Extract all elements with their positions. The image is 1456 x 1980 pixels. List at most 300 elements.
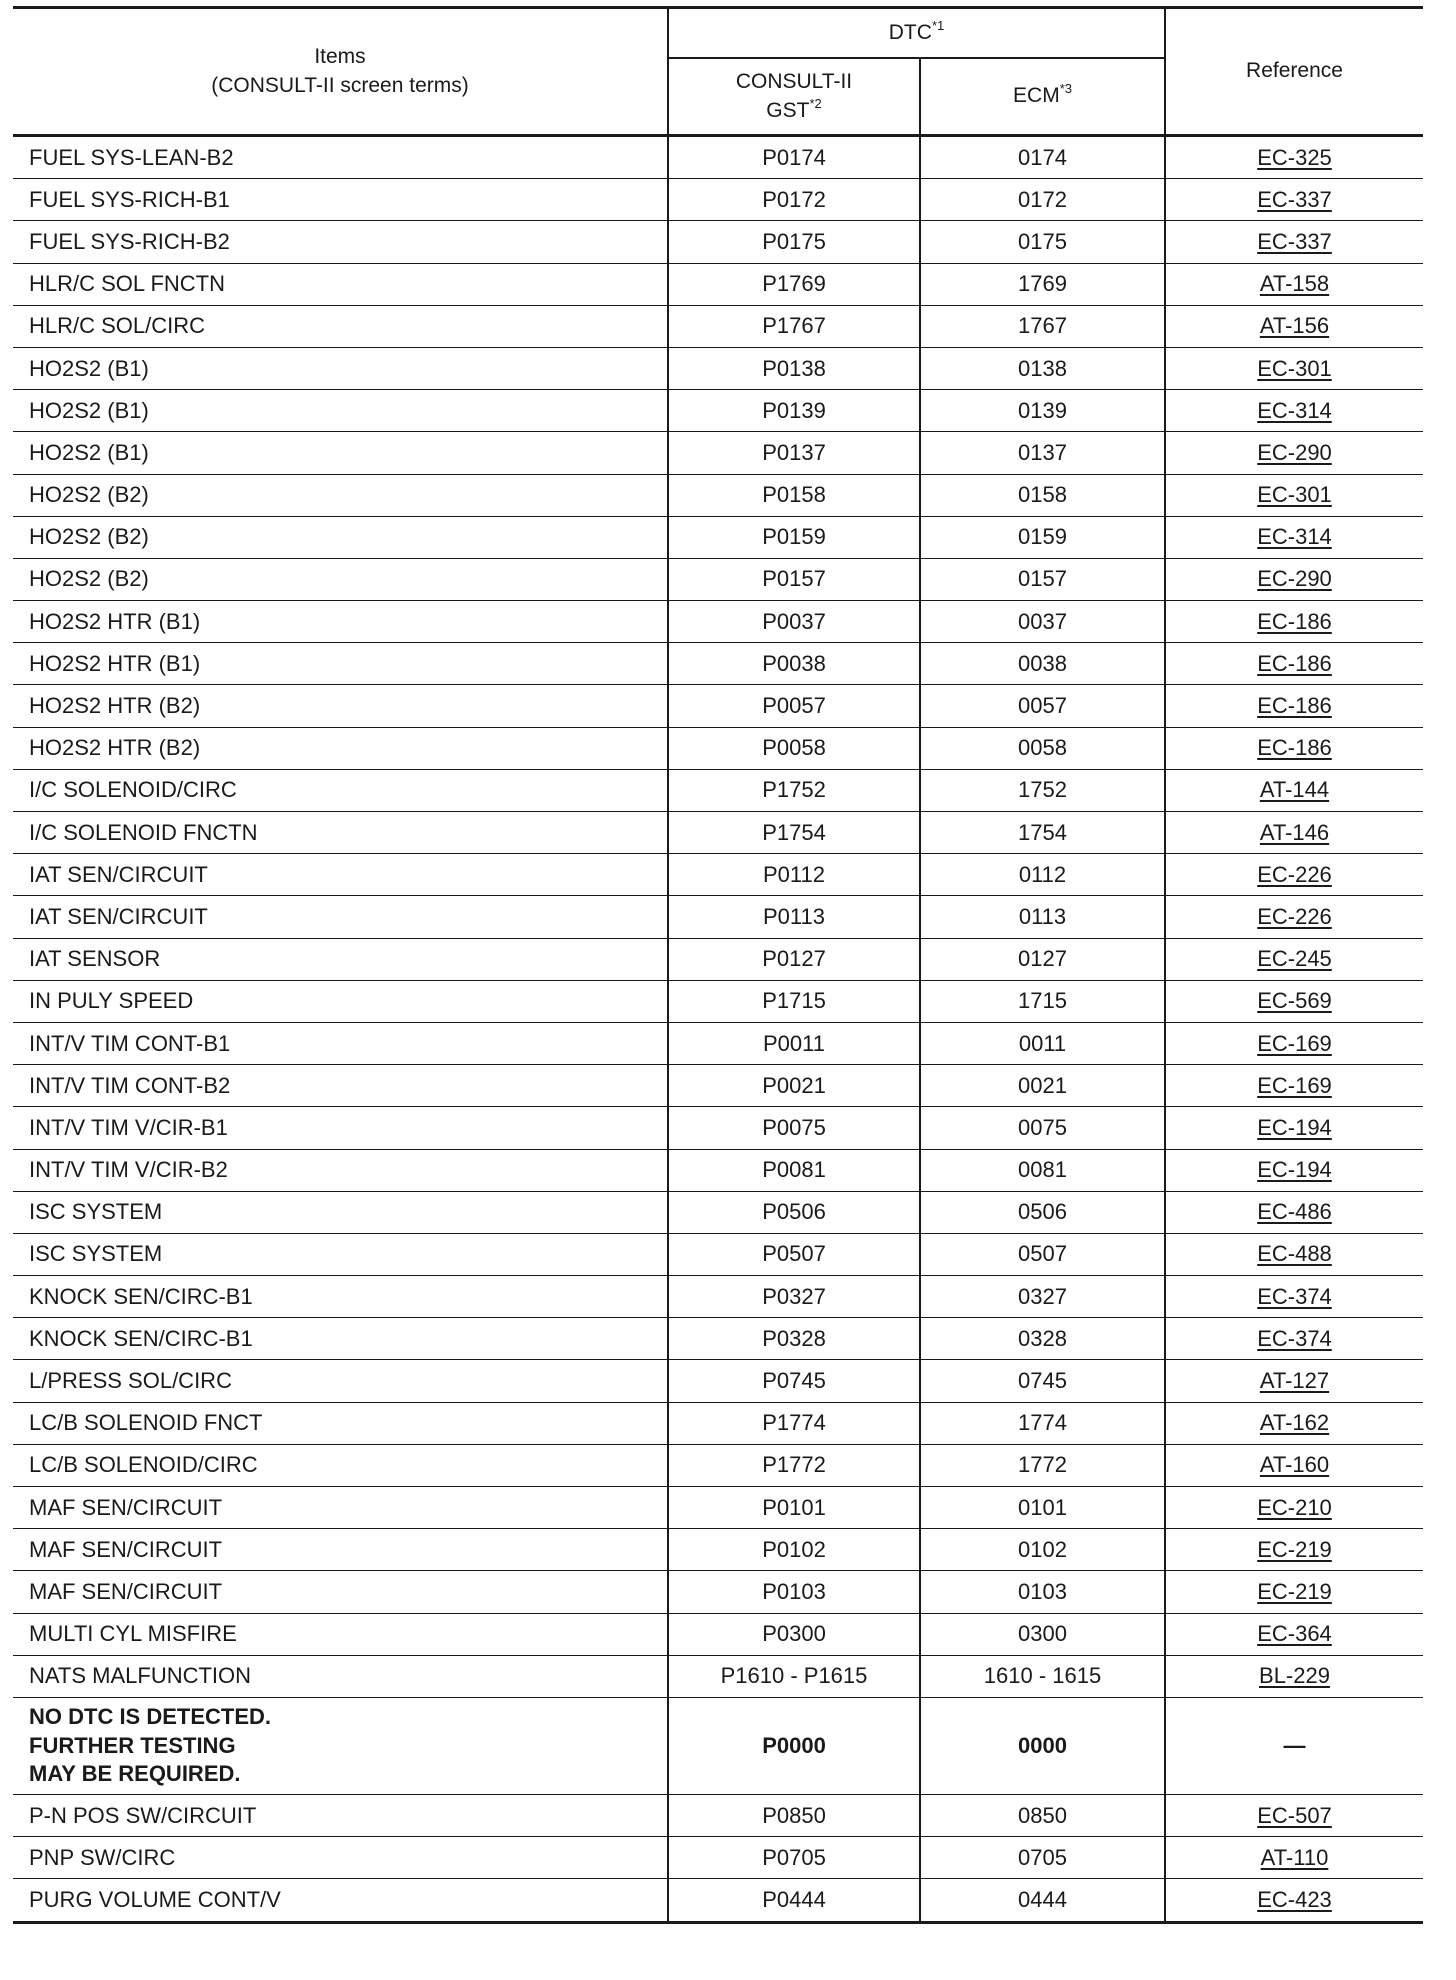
- ecm-code-cell-text: 0158: [1018, 482, 1067, 508]
- reference-link[interactable]: EC-301: [1257, 355, 1332, 381]
- consult-gst-code-cell: [668, 1879, 920, 1922]
- reference-cell[interactable]: [1165, 1837, 1423, 1879]
- consult-gst-code-cell-text: P0037: [762, 608, 826, 634]
- item-cell: [13, 1697, 668, 1794]
- table-row: [13, 1022, 1423, 1064]
- ecm-code-cell-text: 0021: [1018, 1072, 1067, 1098]
- ecm-code-cell: [920, 727, 1165, 769]
- consult-gst-code-cell: [668, 727, 920, 769]
- reference-link[interactable]: EC-290: [1257, 439, 1332, 465]
- reference-cell[interactable]: [1165, 1107, 1423, 1149]
- item-cell-text: I/C SOLENOID/CIRC: [29, 777, 237, 803]
- consult-gst-code-cell: [668, 1402, 920, 1444]
- ecm-code-cell: [920, 980, 1165, 1022]
- table-row: [13, 1613, 1423, 1655]
- reference-cell[interactable]: [1165, 643, 1423, 685]
- consult-header-line1: CONSULT-II: [735, 70, 853, 94]
- item-cell: [13, 1022, 668, 1064]
- ecm-code-cell: [920, 1233, 1165, 1275]
- table-row: [13, 1402, 1423, 1444]
- reference-link[interactable]: EC-226: [1257, 861, 1332, 887]
- item-cell-text: HO2S2 (B2): [29, 482, 149, 508]
- item-cell: [13, 938, 668, 980]
- ecm-code-cell-text: 0172: [1018, 186, 1067, 212]
- item-cell-text: MAF SEN/CIRCUIT: [29, 1578, 223, 1604]
- reference-cell[interactable]: [1165, 896, 1423, 938]
- ecm-code-cell-text: 0506: [1018, 1199, 1067, 1225]
- reference-cell[interactable]: [1165, 1065, 1423, 1107]
- reference-cell[interactable]: [1165, 1613, 1423, 1655]
- ecm-code-cell: [920, 136, 1165, 179]
- reference-cell[interactable]: [1165, 221, 1423, 263]
- reference-cell[interactable]: [1165, 179, 1423, 221]
- item-cell: [13, 854, 668, 896]
- reference-link[interactable]: EC-314: [1257, 524, 1332, 550]
- reference-cell[interactable]: [1165, 1571, 1423, 1613]
- ecm-code-cell: [920, 1613, 1165, 1655]
- item-cell-text: MULTI CYL MISFIRE: [29, 1621, 237, 1647]
- consult-gst-code-cell-text: P1715: [762, 988, 826, 1014]
- table-row: [13, 980, 1423, 1022]
- item-cell: [13, 1402, 668, 1444]
- table-row: [13, 221, 1423, 263]
- reference-link[interactable]: EC-186: [1257, 608, 1332, 634]
- table-row: [13, 685, 1423, 727]
- consult-gst-code-cell-text: P0138: [762, 355, 826, 381]
- item-cell: [13, 1487, 668, 1529]
- reference-cell[interactable]: [1165, 558, 1423, 600]
- reference-link[interactable]: EC-337: [1257, 228, 1332, 254]
- item-cell-text: HO2S2 HTR (B2): [29, 735, 201, 761]
- ecm-code-cell: [920, 1318, 1165, 1360]
- ecm-code-cell-text: 0081: [1018, 1157, 1067, 1183]
- item-cell-text: FUEL SYS-RICH-B2: [29, 228, 230, 254]
- consult-gst-code-cell-text: P1774: [762, 1410, 826, 1436]
- item-cell: [13, 558, 668, 600]
- ecm-code-cell: [920, 1107, 1165, 1149]
- reference-cell[interactable]: [1165, 474, 1423, 516]
- reference-cell[interactable]: [1165, 854, 1423, 896]
- reference-link[interactable]: AT-162: [1259, 1410, 1330, 1436]
- reference-cell[interactable]: [1165, 1233, 1423, 1275]
- reference-cell[interactable]: [1165, 1149, 1423, 1191]
- ecm-code-cell: [920, 685, 1165, 727]
- ecm-code-cell: [920, 1655, 1165, 1697]
- consult-gst-code-cell: [668, 1233, 920, 1275]
- item-cell-text: HO2S2 HTR (B1): [29, 650, 201, 676]
- consult-gst-code-cell-text: P0158: [762, 482, 826, 508]
- reference-link[interactable]: AT-127: [1259, 1368, 1330, 1394]
- item-cell: [13, 221, 668, 263]
- consult-gst-code-cell: [668, 812, 920, 854]
- ecm-code-cell-text: 1715: [1018, 988, 1067, 1014]
- reference-link[interactable]: EC-374: [1257, 1325, 1332, 1351]
- consult-gst-code-cell: [668, 1837, 920, 1879]
- ecm-code-cell: [920, 305, 1165, 347]
- consult-gst-code-cell: [668, 1360, 920, 1402]
- table-row: [13, 1571, 1423, 1613]
- table-row: [13, 1360, 1423, 1402]
- ecm-code-cell: [920, 390, 1165, 432]
- item-cell-text: ISC SYSTEM: [29, 1199, 163, 1225]
- reference-cell[interactable]: [1165, 1360, 1423, 1402]
- item-cell: [13, 305, 668, 347]
- consult-gst-code-cell: [668, 938, 920, 980]
- ecm-code-cell: [920, 1837, 1165, 1879]
- consult-gst-code-cell-text: P1772: [762, 1452, 826, 1478]
- ecm-code-cell: [920, 643, 1165, 685]
- item-cell: [13, 685, 668, 727]
- reference-link[interactable]: EC-325: [1257, 144, 1332, 170]
- consult-gst-code-cell-text: P0327: [762, 1283, 826, 1309]
- ecm-code-cell: [920, 1149, 1165, 1191]
- consult-gst-code-cell-text: P0444: [762, 1886, 826, 1912]
- consult-gst-code-cell-text: P1610 - P1615: [720, 1663, 868, 1689]
- consult-gst-code-cell-text: P0057: [762, 693, 826, 719]
- consult-gst-code-cell-text: P0021: [762, 1072, 826, 1098]
- reference-link[interactable]: EC-488: [1257, 1241, 1332, 1267]
- reference-cell[interactable]: [1165, 263, 1423, 305]
- consult-gst-code-cell-text: P0174: [762, 144, 826, 170]
- ecm-code-cell-text: 1752: [1018, 777, 1067, 803]
- ecm-code-cell: [920, 1571, 1165, 1613]
- item-cell-text: INT/V TIM V/CIR-B2: [29, 1157, 228, 1183]
- reference-link[interactable]: EC-314: [1257, 397, 1332, 423]
- consult-gst-code-cell: [668, 769, 920, 811]
- consult-gst-code-cell: [668, 1613, 920, 1655]
- table-row: [13, 1276, 1423, 1318]
- dtc-header-label: DTC: [888, 20, 932, 44]
- item-cell: [13, 347, 668, 389]
- gst-footnote-mark: *2: [809, 95, 822, 111]
- gst-header-label: GST: [766, 98, 810, 122]
- reference-link[interactable]: EC-507: [1257, 1802, 1332, 1828]
- ecm-code-cell-text: 0075: [1018, 1114, 1067, 1140]
- consult-gst-code-cell-text: P0038: [762, 650, 826, 676]
- consult-gst-code-cell-text: P0507: [762, 1241, 826, 1267]
- item-cell-text: ISC SYSTEM: [29, 1241, 163, 1267]
- consult-gst-code-cell: [668, 1529, 920, 1571]
- ecm-code-cell-text: 0705: [1018, 1844, 1067, 1870]
- consult-gst-code-cell-text: P0102: [762, 1536, 826, 1562]
- item-cell: [13, 1794, 668, 1836]
- reference-link[interactable]: EC-290: [1257, 566, 1332, 592]
- consult-gst-code-cell: [668, 516, 920, 558]
- consult-gst-code-cell-text: P1752: [762, 777, 826, 803]
- reference-link[interactable]: EC-210: [1257, 1494, 1332, 1520]
- table-row: [13, 1191, 1423, 1233]
- consult-gst-code-cell: [668, 221, 920, 263]
- reference-link[interactable]: EC-219: [1257, 1536, 1332, 1562]
- consult-gst-code-cell-text: P0139: [762, 397, 826, 423]
- table-row: [13, 938, 1423, 980]
- consult-gst-code-cell-text: P0058: [762, 735, 826, 761]
- ecm-code-cell-text: 1769: [1018, 271, 1067, 297]
- reference-cell[interactable]: [1165, 685, 1423, 727]
- item-cell-text: MAF SEN/CIRCUIT: [29, 1536, 223, 1562]
- item-cell: [13, 432, 668, 474]
- item-cell-text: HO2S2 (B1): [29, 397, 149, 423]
- consult-gst-code-cell-text: P0101: [762, 1494, 826, 1520]
- reference-cell[interactable]: [1165, 938, 1423, 980]
- ecm-code-cell: [920, 812, 1165, 854]
- dtc-table-body: [13, 136, 1423, 1923]
- reference-cell[interactable]: [1165, 812, 1423, 854]
- consult-gst-code-cell: [668, 1487, 920, 1529]
- items-header-line1: Items: [314, 45, 366, 69]
- reference-link[interactable]: EC-423: [1257, 1886, 1332, 1912]
- reference-link[interactable]: AT-146: [1259, 819, 1330, 845]
- ecm-code-cell-text: 0850: [1018, 1802, 1067, 1828]
- item-cell-text: HO2S2 (B1): [29, 439, 149, 465]
- reference-cell[interactable]: [1165, 432, 1423, 474]
- table-row: [13, 854, 1423, 896]
- ecm-code-cell-text: 0174: [1018, 144, 1067, 170]
- item-cell-text: IN PULY SPEED: [29, 988, 194, 1014]
- consult-gst-code-cell: [668, 896, 920, 938]
- reference-cell[interactable]: [1165, 980, 1423, 1022]
- reference-cell[interactable]: [1165, 1794, 1423, 1836]
- reference-link[interactable]: EC-226: [1257, 903, 1332, 929]
- consult-gst-code-cell: [668, 1022, 920, 1064]
- ecm-code-cell: [920, 1276, 1165, 1318]
- consult-gst-code-cell-text: P0137: [762, 439, 826, 465]
- reference-link[interactable]: EC-194: [1257, 1114, 1332, 1140]
- table-row: [13, 727, 1423, 769]
- consult-gst-code-cell-text: P0075: [762, 1114, 826, 1140]
- reference-cell[interactable]: [1165, 1276, 1423, 1318]
- reference-cell[interactable]: [1165, 1022, 1423, 1064]
- ecm-header-label: ECM: [1013, 84, 1060, 108]
- table-row: [13, 1655, 1423, 1697]
- item-cell-text: LC/B SOLENOID FNCT: [29, 1410, 263, 1436]
- item-cell: [13, 1065, 668, 1107]
- item-cell-text: PURG VOLUME CONT/V: [29, 1886, 281, 1912]
- ecm-code-cell: [920, 601, 1165, 643]
- dtc-reference-table: [13, 6, 1423, 1924]
- ecm-code-cell: [920, 221, 1165, 263]
- table-row: [13, 347, 1423, 389]
- table-row: [13, 643, 1423, 685]
- reference-link[interactable]: EC-374: [1257, 1283, 1332, 1309]
- dtc-footnote-mark: *1: [931, 17, 945, 33]
- reference-link[interactable]: EC-301: [1257, 482, 1332, 508]
- consult-gst-code-cell-text: P0081: [762, 1157, 826, 1183]
- ecm-footnote-mark: *3: [1059, 81, 1072, 97]
- reference-cell[interactable]: [1165, 1487, 1423, 1529]
- item-cell: [13, 390, 668, 432]
- reference-link[interactable]: AT-158: [1259, 271, 1330, 297]
- consult-gst-code-cell: [668, 685, 920, 727]
- ecm-code-cell-text: 0328: [1018, 1325, 1067, 1351]
- reference-link[interactable]: EC-186: [1257, 693, 1332, 719]
- consult-gst-code-cell: [668, 305, 920, 347]
- table-row: [13, 558, 1423, 600]
- ecm-code-cell: [920, 558, 1165, 600]
- reference-link[interactable]: AT-144: [1259, 777, 1330, 803]
- items-header-line2: (CONSULT-II screen terms): [211, 73, 469, 97]
- reference-link[interactable]: AT-156: [1259, 313, 1330, 339]
- consult-gst-code-cell: [668, 1191, 920, 1233]
- reference-link[interactable]: EC-245: [1257, 946, 1332, 972]
- item-cell-text: HO2S2 HTR (B1): [29, 608, 201, 634]
- consult-gst-code-cell: [668, 1276, 920, 1318]
- consult-gst-code-cell-text: P0113: [763, 903, 825, 929]
- item-cell-text: HO2S2 (B2): [29, 566, 149, 592]
- item-cell-text: LC/B SOLENOID/CIRC: [29, 1452, 258, 1478]
- reference-cell[interactable]: [1165, 516, 1423, 558]
- item-cell-text: IAT SEN/CIRCUIT: [29, 903, 208, 929]
- consult-gst-code-cell-text: P0112: [763, 861, 825, 887]
- reference-link[interactable]: EC-569: [1257, 988, 1332, 1014]
- ecm-code-cell-text: 0745: [1018, 1368, 1067, 1394]
- reference-link[interactable]: AT-110: [1260, 1844, 1329, 1870]
- item-cell-text: INT/V TIM CONT-B1: [29, 1030, 231, 1056]
- reference-link[interactable]: EC-337: [1257, 186, 1332, 212]
- reference-link[interactable]: EC-194: [1257, 1157, 1332, 1183]
- consult-gst-code-cell-text: P0175: [762, 228, 826, 254]
- item-cell: [13, 1613, 668, 1655]
- item-cell: [13, 1107, 668, 1149]
- item-cell-text: IAT SENSOR: [29, 946, 161, 972]
- reference-link[interactable]: EC-486: [1257, 1199, 1332, 1225]
- consult-gst-code-cell: [668, 1655, 920, 1697]
- ecm-code-cell-text: 0127: [1018, 946, 1067, 972]
- table-row: [13, 263, 1423, 305]
- item-cell: [13, 601, 668, 643]
- consult-gst-code-cell: [668, 601, 920, 643]
- ecm-code-cell: [920, 1794, 1165, 1836]
- ecm-code-cell-text: 0037: [1018, 608, 1067, 634]
- item-cell-text: HO2S2 (B2): [29, 524, 149, 550]
- table-row: [13, 769, 1423, 811]
- table-row: [13, 1879, 1423, 1922]
- reference-cell[interactable]: [1165, 601, 1423, 643]
- ecm-code-cell: [920, 263, 1165, 305]
- reference-cell[interactable]: [1165, 727, 1423, 769]
- ecm-code-cell-text: 0000: [1018, 1732, 1067, 1758]
- item-cell-text: HO2S2 (B1): [29, 355, 149, 381]
- item-cell: [13, 474, 668, 516]
- reference-cell[interactable]: [1165, 347, 1423, 389]
- item-cell: [13, 179, 668, 221]
- consult-gst-code-cell-text: P0506: [762, 1199, 826, 1225]
- ecm-code-cell: [920, 769, 1165, 811]
- ecm-code-cell-text: 0137: [1018, 439, 1067, 465]
- consult-gst-code-cell-text: P1767: [762, 313, 826, 339]
- consult-gst-code-cell-text: P1769: [762, 271, 826, 297]
- reference-cell[interactable]: [1165, 1444, 1423, 1486]
- ecm-code-cell-text: 0300: [1018, 1621, 1067, 1647]
- ecm-code-cell-text: 0175: [1018, 228, 1067, 254]
- item-cell-text: HO2S2 HTR (B2): [29, 693, 201, 719]
- reference-link[interactable]: AT-160: [1259, 1452, 1330, 1478]
- ecm-code-cell: [920, 1529, 1165, 1571]
- item-cell: [13, 1571, 668, 1613]
- table-row: [13, 1487, 1423, 1529]
- reference-link[interactable]: EC-169: [1257, 1030, 1332, 1056]
- consult-gst-code-cell: [668, 1318, 920, 1360]
- consult-gst-code-cell: [668, 136, 920, 179]
- reference-link[interactable]: EC-186: [1257, 735, 1332, 761]
- table-row: [13, 432, 1423, 474]
- item-cell: [13, 1879, 668, 1922]
- ecm-code-cell-text: 1774: [1018, 1410, 1067, 1436]
- ecm-code-cell: [920, 938, 1165, 980]
- item-cell: [13, 516, 668, 558]
- consult-gst-code-cell-text: P0011: [763, 1030, 825, 1056]
- ecm-code-cell-text: 0327: [1018, 1283, 1067, 1309]
- ecm-code-cell-text: 0102: [1018, 1536, 1067, 1562]
- reference-cell[interactable]: [1165, 1655, 1423, 1697]
- consult-gst-code-cell: [668, 390, 920, 432]
- reference-cell[interactable]: [1165, 1529, 1423, 1571]
- item-cell: [13, 1837, 668, 1879]
- item-cell: [13, 1529, 668, 1571]
- reference-none: —: [1283, 1732, 1306, 1758]
- reference-cell[interactable]: [1165, 1402, 1423, 1444]
- item-cell-text: FUEL SYS-RICH-B1: [29, 186, 230, 212]
- ecm-code-cell-text: 0011: [1018, 1030, 1067, 1056]
- reference-cell[interactable]: [1165, 1191, 1423, 1233]
- item-cell: [13, 980, 668, 1022]
- ecm-code-cell-text: 0038: [1018, 650, 1067, 676]
- reference-cell[interactable]: [1165, 1318, 1423, 1360]
- consult-gst-code-cell: [668, 558, 920, 600]
- table-row: [13, 179, 1423, 221]
- table-row: [13, 474, 1423, 516]
- table-row: [13, 390, 1423, 432]
- consult-gst-code-cell: [668, 179, 920, 221]
- ecm-code-cell-text: 0103: [1018, 1578, 1067, 1604]
- reference-link[interactable]: EC-186: [1257, 650, 1332, 676]
- consult-gst-code-cell: [668, 854, 920, 896]
- table-row: [13, 1233, 1423, 1275]
- reference-link[interactable]: EC-219: [1257, 1578, 1332, 1604]
- ecm-code-cell: [920, 854, 1165, 896]
- ecm-code-cell: [920, 432, 1165, 474]
- reference-link[interactable]: EC-364: [1257, 1621, 1332, 1647]
- table-row: [13, 1318, 1423, 1360]
- table-row: [13, 305, 1423, 347]
- ecm-code-cell-text: 1772: [1018, 1452, 1067, 1478]
- item-cell-text: NATS MALFUNCTION: [29, 1663, 252, 1689]
- consult-gst-code-cell-text: P0172: [762, 186, 826, 212]
- reference-cell[interactable]: [1165, 390, 1423, 432]
- ecm-code-cell-text: 0139: [1018, 397, 1067, 423]
- item-cell-text: I/C SOLENOID FNCTN: [29, 819, 258, 845]
- item-cell: [13, 1444, 668, 1486]
- reference-link[interactable]: EC-169: [1257, 1072, 1332, 1098]
- reference-cell[interactable]: [1165, 769, 1423, 811]
- table-row: [13, 601, 1423, 643]
- item-cell-text: P-N POS SW/CIRCUIT: [29, 1802, 257, 1828]
- item-cell-text: NO DTC IS DETECTED. FURTHER TESTING MAY BE REQUIRED.: [29, 1704, 272, 1787]
- reference-link[interactable]: BL-229: [1259, 1663, 1330, 1689]
- ecm-code-cell: [920, 1360, 1165, 1402]
- item-cell: [13, 643, 668, 685]
- ecm-code-cell-text: 1754: [1018, 819, 1067, 845]
- item-cell-text: MAF SEN/CIRCUIT: [29, 1494, 223, 1520]
- consult-gst-code-cell: [668, 1065, 920, 1107]
- item-cell-text: IAT SEN/CIRCUIT: [29, 861, 208, 887]
- reference-cell[interactable]: [1165, 1879, 1423, 1922]
- ecm-code-cell-text: 1767: [1018, 313, 1067, 339]
- dtc-group-header: [668, 8, 1165, 59]
- reference-cell[interactable]: [1165, 305, 1423, 347]
- reference-cell[interactable]: [1165, 136, 1423, 179]
- ecm-code-cell: [920, 179, 1165, 221]
